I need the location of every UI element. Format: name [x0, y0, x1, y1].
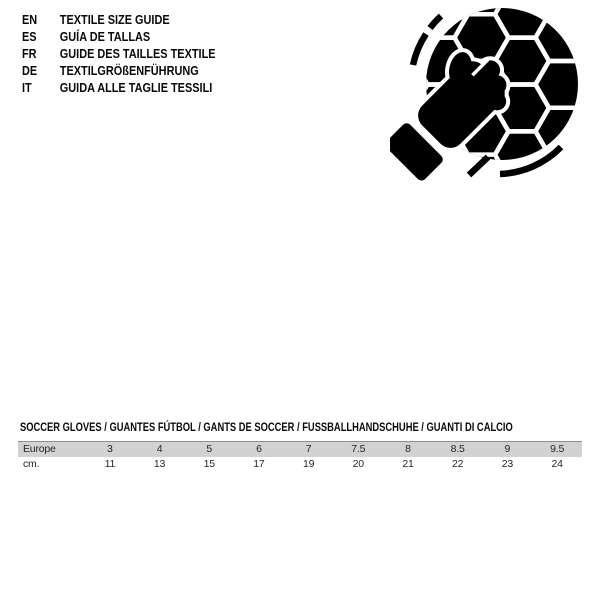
size-table-cell: 13: [153, 458, 166, 470]
size-table-cell: 20: [352, 458, 364, 470]
size-table-cell: 21: [402, 458, 414, 470]
size-table-cell: 17: [253, 458, 265, 470]
language-code: ES: [22, 29, 37, 44]
size-table-cell: 24: [551, 458, 563, 470]
glove-touching-soccer-ball-icon: [390, 0, 590, 200]
size-table-cell: 5: [184, 442, 234, 458]
language-row-it: [22, 79, 216, 96]
size-table-cell: 6: [234, 442, 284, 458]
size-table-cell: 22: [452, 458, 464, 470]
language-label: GUIDA ALLE TAGLIE TESSILI: [59, 80, 213, 95]
language-code: DE: [22, 63, 38, 78]
size-table-cell: 7.5: [333, 442, 383, 458]
size-table-row: [18, 457, 582, 472]
language-code: EN: [22, 12, 38, 27]
language-label: TEXTILE SIZE GUIDE: [59, 12, 170, 27]
size-table-cell: 8: [383, 442, 433, 458]
size-table-cell: 9.5: [532, 442, 582, 458]
language-row-fr: [22, 45, 216, 62]
language-label: GUIDE DES TAILLES TEXTILE: [59, 46, 216, 61]
size-table-cell: 7: [284, 442, 334, 458]
size-table-cell: 3: [85, 442, 135, 458]
language-label: TEXTILGRÖßENFÜHRUNG: [59, 63, 199, 78]
language-guide-list: [22, 11, 252, 96]
size-table-cell: 23: [501, 458, 513, 470]
size-table-row-label: cm.: [23, 458, 40, 470]
size-table: [18, 441, 582, 472]
size-table-cell: 4: [135, 442, 185, 458]
size-table-row: [18, 442, 582, 458]
language-row-en: [22, 11, 216, 28]
size-table-cell: 8.5: [433, 442, 483, 458]
language-label: GUÍA DE TALLAS: [59, 29, 151, 44]
language-code: FR: [22, 46, 37, 61]
size-table-cell: 11: [104, 458, 116, 470]
language-code: IT: [22, 80, 32, 95]
language-row-es: [22, 28, 216, 45]
size-table-title: SOCCER GLOVES / GUANTES FÚTBOL / GANTS DE SOCCER / FUSSBALLHANDSCHUHE / GUANTI DI CALCIO: [20, 420, 513, 434]
language-row-de: [22, 62, 216, 79]
size-table-row-label: Europe: [18, 442, 85, 458]
size-table-cell: 15: [203, 458, 215, 470]
size-table-cell: 19: [302, 458, 315, 470]
size-table-cell: 9: [483, 442, 533, 458]
